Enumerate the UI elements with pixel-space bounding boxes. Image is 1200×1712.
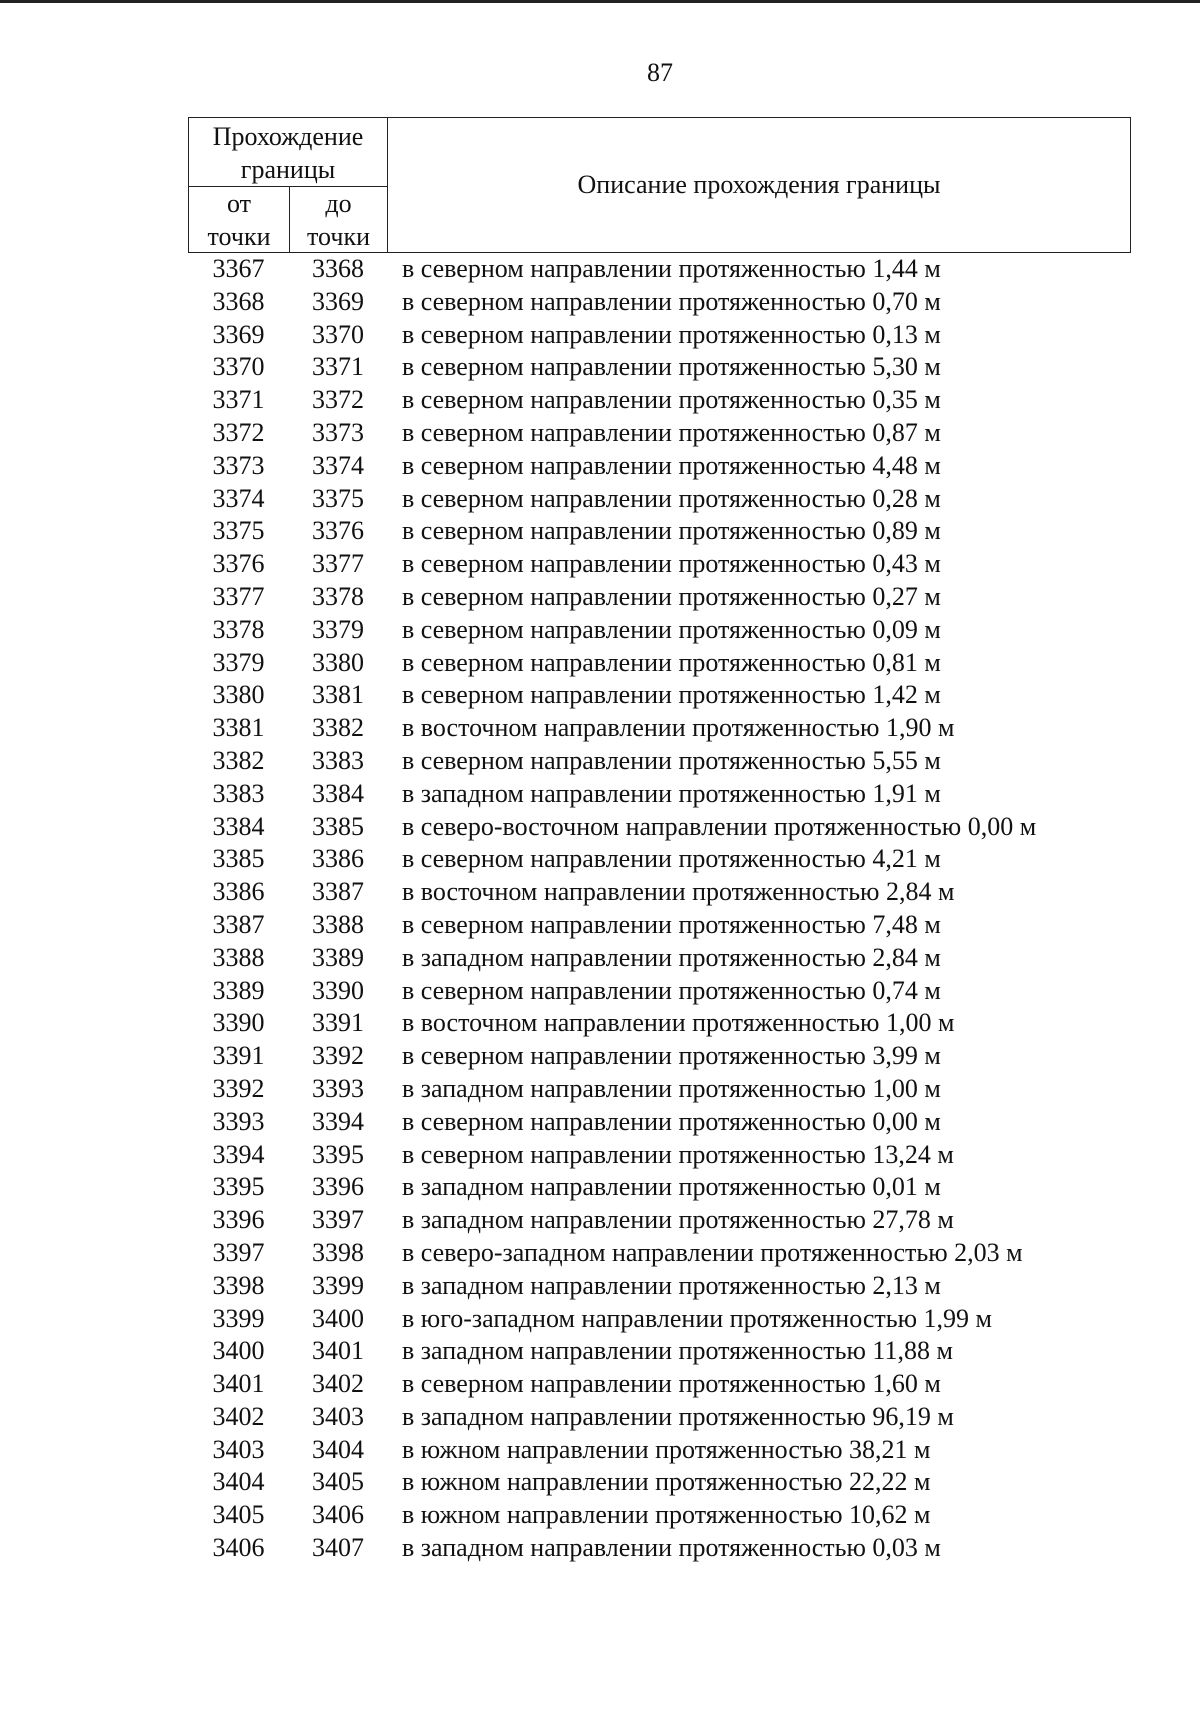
header-description (388, 118, 1130, 252)
description-cell: в восточном направлении протяженностью 2,84 м (402, 877, 955, 907)
table-row (188, 253, 1148, 286)
header-description-text: Описание прохождения границы (577, 169, 941, 199)
table-row (188, 1237, 1148, 1270)
to-point-cell: 3401 (312, 1336, 364, 1366)
from-point-cell: 3375 (212, 516, 265, 546)
description-cell: в западном направлении протяженностью 11,88 м (402, 1336, 953, 1366)
table-row (188, 1303, 1148, 1336)
description-cell: в северном направлении протяженностью 5,30 м (402, 352, 941, 382)
to-point-cell: 3372 (312, 385, 364, 415)
from-point-cell: 3394 (212, 1139, 265, 1169)
table-row (188, 1270, 1148, 1303)
table-row (188, 647, 1148, 680)
from-point-cell: 3371 (212, 385, 265, 415)
from-point-cell: 3390 (212, 1008, 265, 1038)
to-point-cell: 3380 (312, 647, 364, 677)
to-point-cell: 3393 (312, 1073, 364, 1103)
from-point-cell: 3406 (212, 1533, 265, 1563)
description-cell: в северном направлении протяженностью 0,74 м (402, 975, 941, 1005)
table-row (188, 548, 1148, 581)
from-point-cell: 3386 (212, 877, 265, 907)
to-point-cell: 3400 (312, 1303, 364, 1333)
table-row (188, 909, 1148, 942)
to-point-cell: 3395 (312, 1139, 364, 1169)
from-point-cell: 3369 (212, 319, 265, 349)
to-point-cell: 3382 (312, 713, 364, 743)
from-point-cell: 3380 (212, 680, 265, 710)
description-cell: в юго-западном направлении протяженностью 1,99 м (402, 1303, 992, 1333)
table-row (188, 1073, 1148, 1106)
from-point-cell: 3397 (212, 1237, 265, 1267)
from-point-cell: 3401 (212, 1369, 265, 1399)
description-cell: в западном направлении протяженностью 27,78 м (402, 1205, 954, 1235)
header-from-line2: точки (207, 222, 271, 251)
to-point-cell: 3374 (312, 450, 364, 480)
to-point-cell: 3368 (312, 254, 364, 283)
table-body (188, 253, 1148, 1565)
to-point-cell: 3390 (312, 975, 364, 1005)
table-row (188, 319, 1148, 352)
table-row (188, 679, 1148, 712)
table-row (188, 975, 1148, 1008)
description-cell: в восточном направлении протяженностью 1,90 м (402, 713, 955, 743)
description-cell: в западном направлении протяженностью 1,00 м (402, 1073, 941, 1103)
description-cell: в западном направлении протяженностью 2,84 м (402, 942, 941, 972)
to-point-cell: 3370 (312, 319, 364, 349)
description-cell: в северном направлении протяженностью 0,13 м (402, 319, 941, 349)
to-point-cell: 3377 (312, 549, 364, 579)
header-boundary-passage (189, 118, 388, 187)
from-point-cell: 3376 (212, 549, 265, 579)
to-point-cell: 3394 (312, 1106, 364, 1136)
from-point-cell: 3383 (212, 778, 265, 808)
table-row (188, 778, 1148, 811)
to-point-cell: 3403 (312, 1401, 364, 1431)
from-point-cell: 3374 (212, 483, 265, 513)
table-row (188, 1434, 1148, 1467)
from-point-cell: 3387 (212, 909, 265, 939)
top-edge-rule (0, 0, 1200, 3)
table-row (188, 1171, 1148, 1204)
table-row (188, 351, 1148, 384)
description-cell: в северном направлении протяженностью 5,55 м (402, 745, 941, 775)
table-row (188, 581, 1148, 614)
table-row (188, 483, 1148, 516)
description-cell: в западном направлении протяженностью 96,19 м (402, 1401, 954, 1431)
from-point-cell: 3367 (212, 254, 265, 283)
to-point-cell: 3391 (312, 1008, 364, 1038)
to-point-cell: 3383 (312, 745, 364, 775)
from-point-cell: 3396 (212, 1205, 265, 1235)
from-point-cell: 3382 (212, 745, 265, 775)
description-cell: в западном направлении протяженностью 0,01 м (402, 1172, 941, 1202)
to-point-cell: 3404 (312, 1434, 364, 1464)
from-point-cell: 3381 (212, 713, 265, 743)
to-point-cell: 3386 (312, 844, 364, 874)
from-point-cell: 3370 (212, 352, 265, 382)
table-row (188, 417, 1148, 450)
description-cell: в северном направлении протяженностью 0,81 м (402, 647, 941, 677)
from-point-cell: 3393 (212, 1106, 265, 1136)
table-row (188, 1204, 1148, 1237)
from-point-cell: 3377 (212, 581, 265, 611)
table-row (188, 712, 1148, 745)
from-point-cell: 3384 (212, 811, 265, 841)
table-row (188, 450, 1148, 483)
from-point-cell: 3379 (212, 647, 265, 677)
to-point-cell: 3378 (312, 581, 364, 611)
to-point-cell: 3407 (312, 1533, 364, 1563)
from-point-cell: 3372 (212, 417, 265, 447)
table-row (188, 1368, 1148, 1401)
description-cell: в северном направлении протяженностью 4,21 м (402, 844, 941, 874)
table-row (188, 745, 1148, 778)
to-point-cell: 3384 (312, 778, 364, 808)
to-point-cell: 3398 (312, 1237, 364, 1267)
to-point-cell: 3387 (312, 877, 364, 907)
table-row (188, 942, 1148, 975)
header-to-point (290, 187, 388, 253)
page-number: 87 (647, 58, 673, 87)
to-point-cell: 3392 (312, 1041, 364, 1071)
to-point-cell: 3405 (312, 1467, 364, 1497)
table-row (188, 1499, 1148, 1532)
from-point-cell: 3391 (212, 1041, 265, 1071)
from-point-cell: 3402 (212, 1401, 265, 1431)
description-cell: в северном направлении протяженностью 1,60 м (402, 1369, 941, 1399)
from-point-cell: 3392 (212, 1073, 265, 1103)
table-row (188, 1040, 1148, 1073)
table-row (188, 1106, 1148, 1139)
header-from-line1: от (226, 189, 252, 218)
description-cell: в северном направлении протяженностью 0,00 м (402, 1106, 941, 1136)
table-row (188, 1532, 1148, 1565)
to-point-cell: 3379 (312, 614, 364, 644)
description-cell: в северном направлении протяженностью 0,35 м (402, 385, 941, 415)
description-cell: в западном направлении протяженностью 2,13 м (402, 1270, 941, 1300)
table-row (188, 1139, 1148, 1172)
to-point-cell: 3375 (312, 483, 364, 513)
description-cell: в северном направлении протяженностью 0,09 м (402, 614, 941, 644)
description-cell: в северном направлении протяженностью 4,48 м (402, 450, 941, 480)
description-cell: в восточном направлении протяженностью 1,00 м (402, 1008, 955, 1038)
to-point-cell: 3389 (312, 942, 364, 972)
to-point-cell: 3397 (312, 1205, 364, 1235)
to-point-cell: 3406 (312, 1500, 364, 1530)
table-row (188, 1401, 1148, 1434)
from-point-cell: 3400 (212, 1336, 265, 1366)
from-point-cell: 3404 (212, 1467, 265, 1497)
description-cell: в северном направлении протяженностью 0,89 м (402, 516, 941, 546)
table-header (188, 117, 1131, 253)
description-cell: в северном направлении протяженностью 0,27 м (402, 581, 941, 611)
from-point-cell: 3403 (212, 1434, 265, 1464)
to-point-cell: 3376 (312, 516, 364, 546)
to-point-cell: 3371 (312, 352, 364, 382)
to-point-cell: 3402 (312, 1369, 364, 1399)
from-point-cell: 3373 (212, 450, 265, 480)
description-cell: в северном направлении протяженностью 0,43 м (402, 549, 941, 579)
description-cell: в северном направлении протяженностью 0,87 м (402, 417, 941, 447)
table-row (188, 384, 1148, 417)
table-row (188, 1466, 1148, 1499)
table-row (188, 614, 1148, 647)
to-point-cell: 3399 (312, 1270, 364, 1300)
table-row (188, 1007, 1148, 1040)
description-cell: в северном направлении протяженностью 0,70 м (402, 286, 941, 316)
table-row (188, 1335, 1148, 1368)
table-row (188, 843, 1148, 876)
header-from-point (189, 187, 290, 253)
from-point-cell: 3368 (212, 286, 265, 316)
table-row (188, 876, 1148, 909)
table-row (188, 515, 1148, 548)
from-point-cell: 3388 (212, 942, 265, 972)
header-boundary-passage-line2: границы (240, 155, 336, 184)
to-point-cell: 3373 (312, 417, 364, 447)
to-point-cell: 3381 (312, 680, 364, 710)
to-point-cell: 3396 (312, 1172, 364, 1202)
header-to-line2: точки (307, 222, 370, 251)
table-row (188, 811, 1148, 844)
from-point-cell: 3405 (212, 1500, 265, 1530)
from-point-cell: 3398 (212, 1270, 265, 1300)
description-cell: в западном направлении протяженностью 1,91 м (402, 778, 941, 808)
from-point-cell: 3395 (212, 1172, 265, 1202)
description-cell: в северном направлении протяженностью 13,24 м (402, 1139, 954, 1169)
header-to-line1: до (325, 189, 352, 218)
description-cell: в северном направлении протяженностью 1,42 м (402, 680, 941, 710)
to-point-cell: 3388 (312, 909, 364, 939)
description-cell: в южном направлении протяженностью 22,22 м (402, 1467, 931, 1497)
from-point-cell: 3399 (212, 1303, 265, 1333)
from-point-cell: 3389 (212, 975, 265, 1005)
to-point-cell: 3369 (312, 286, 364, 316)
description-cell: в северо-восточном направлении протяженностью 0,00 м (402, 811, 1037, 841)
description-cell: в северном направлении протяженностью 1,44 м (402, 254, 941, 283)
description-cell: в северном направлении протяженностью 7,48 м (402, 909, 941, 939)
header-boundary-passage-line1: Прохождение (212, 122, 364, 151)
description-cell: в северо-западном направлении протяженностью 2,03 м (402, 1237, 1023, 1267)
table-row (188, 286, 1148, 319)
description-cell: в южном направлении протяженностью 10,62 м (402, 1500, 931, 1530)
description-cell: в западном направлении протяженностью 0,03 м (402, 1533, 941, 1563)
to-point-cell: 3385 (312, 811, 364, 841)
description-cell: в южном направлении протяженностью 38,21 м (402, 1434, 931, 1464)
from-point-cell: 3378 (212, 614, 265, 644)
description-cell: в северном направлении протяженностью 0,28 м (402, 483, 941, 513)
from-point-cell: 3385 (212, 844, 265, 874)
description-cell: в северном направлении протяженностью 3,99 м (402, 1041, 941, 1071)
